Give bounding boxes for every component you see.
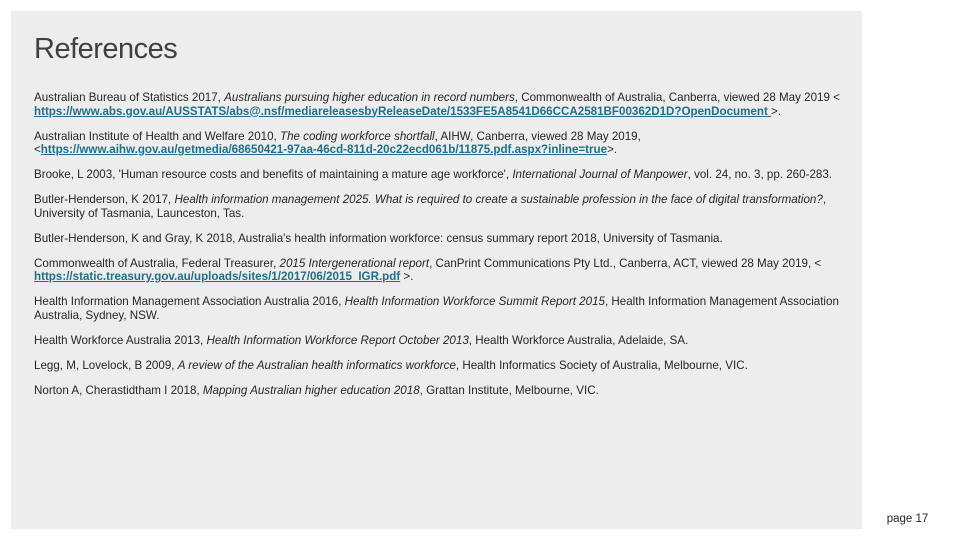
reference-text: , Commonwealth of Australia, Canberra, viewed 28 May 2019 < <box>514 91 840 104</box>
reference-text: Health Workforce Australia 2013, <box>34 333 207 347</box>
reference-item <box>34 295 844 322</box>
reference-link[interactable]: https://static.treasury.gov.au/uploads/sites/1/2017/06/2015_IGR.pdf <box>34 270 401 283</box>
reference-text: , University of Tasmania, Launceston, Tas. <box>34 193 827 220</box>
reference-text: Norton A, Cherastidtham I 2018, <box>34 383 203 397</box>
reference-text: , CanPrint Communications Pty Ltd., Canberra, ACT, viewed 28 May 2019, < <box>429 256 822 270</box>
page-number: page 17 <box>874 509 941 530</box>
reference-item <box>34 257 844 284</box>
page-title: References <box>34 33 178 65</box>
reference-text: , Health Informatics Society of Australia, Melbourne, VIC. <box>455 358 748 372</box>
reference-title: Health information management 2025. What is required to create a sustainable profession in the face of digital transformation? <box>174 193 823 206</box>
reference-title: A review of the Australian health informatics workforce <box>177 358 456 372</box>
reference-text: >. <box>607 143 618 156</box>
reference-item <box>34 91 844 118</box>
reference-text: Health Information Management Association Australia 2016, <box>34 295 345 308</box>
reference-text: Australian Institute of Health and Welfare 2010, <box>34 129 280 143</box>
reference-text: Brooke, L 2003, 'Human resource costs and benefits of maintaining a mature age workforce', <box>34 168 513 181</box>
reference-title: Health Information Workforce Report October 2013 <box>206 333 469 347</box>
reference-text: Australian Bureau of Statistics 2017, <box>34 91 225 104</box>
reference-text: Butler-Henderson, K and Gray, K 2018, Australia's health information workforce: census summary report 2018, University of Tasmania. <box>34 231 723 245</box>
reference-text: , Grattan Institute, Melbourne, VIC. <box>419 383 599 397</box>
reference-item <box>34 359 844 373</box>
reference-text: Legg, M, Lovelock, B 2009, <box>34 358 178 372</box>
reference-item <box>34 384 844 398</box>
reference-title: International Journal of Manpower <box>512 168 688 181</box>
reference-item <box>34 168 844 182</box>
reference-link[interactable]: https://www.aihw.gov.au/getmedia/68650421-97aa-46cd-811d-20c22ecd061b/11875.pdf.aspx?inline=true <box>40 143 608 156</box>
reference-text: , AIHW, Canberra, viewed 28 May 2019, < <box>34 129 641 156</box>
reference-title: Australians pursuing higher education in record numbers <box>224 91 515 104</box>
reference-title: Health Information Workforce Summit Report 2015 <box>344 295 605 308</box>
reference-list <box>34 91 844 409</box>
reference-title: 2015 Intergenerational report <box>279 256 430 270</box>
reference-text: , Health Information Management Association Australia, Sydney, NSW. <box>34 295 839 322</box>
slide-content-panel <box>11 11 862 529</box>
reference-item <box>34 232 844 246</box>
reference-title: The coding workforce shortfall <box>279 129 435 143</box>
reference-text: Commonwealth of Australia, Federal Treasurer, <box>34 256 280 270</box>
reference-title: Mapping Australian higher education 2018 <box>202 383 420 397</box>
reference-item <box>34 130 844 157</box>
reference-item <box>34 334 844 348</box>
reference-text: >. <box>771 104 782 118</box>
reference-text: Butler-Henderson, K 2017, <box>34 193 175 206</box>
reference-text: , vol. 24, no. 3, pp. 260-283. <box>687 168 833 181</box>
reference-text: >. <box>400 270 414 283</box>
reference-text: , Health Workforce Australia, Adelaide, SA. <box>468 333 689 347</box>
reference-item <box>34 193 844 220</box>
reference-link[interactable]: https://www.abs.gov.au/AUSSTATS/abs@.nsf/mediareleasesbyReleaseDate/1533FE5A8541D66CCA2581BF00362D1D?OpenDocument <box>34 104 772 118</box>
